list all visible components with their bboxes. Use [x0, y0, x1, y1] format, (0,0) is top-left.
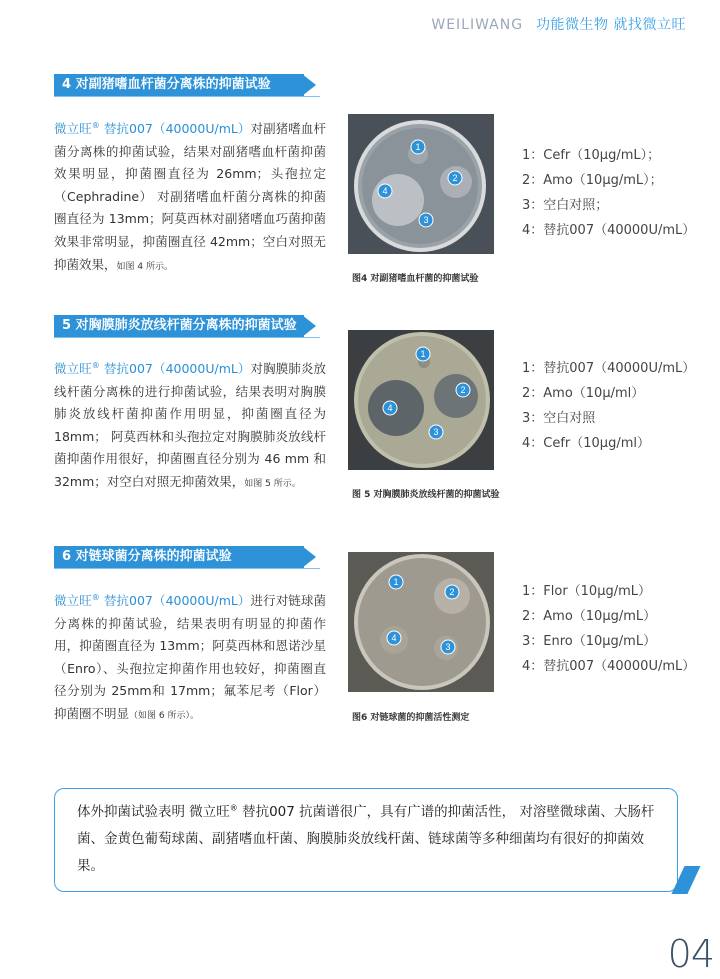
figure-4-plate-photo — [348, 114, 494, 254]
legend-item: 3：空白对照 — [522, 411, 596, 426]
plate-label: 3 — [423, 215, 429, 225]
brand-slogan: 功能微生物 就找微立旺 — [536, 17, 686, 33]
section-4-title — [54, 74, 324, 96]
plate-label: 4 — [382, 186, 388, 196]
product-name: 微立旺 — [54, 361, 92, 376]
legend-item: 1：替抗007（40000U/mL） — [522, 361, 696, 376]
plate-label: 3 — [445, 642, 451, 652]
brand-name: WEILIWANG — [431, 17, 524, 33]
plate-label: 2 — [452, 173, 458, 183]
summary-box — [54, 788, 678, 892]
plate-label: 1 — [393, 577, 399, 587]
legend-item: 1：Cefr（10μg/mL）； — [522, 148, 661, 163]
plate-label: 2 — [460, 385, 466, 395]
section-5-title — [54, 315, 324, 337]
figure-6-legend — [522, 579, 695, 679]
plate-label: 3 — [433, 427, 439, 437]
section-4-body: 微立旺® 替抗007（40000U/mL）对副猪嗜血杆菌分离株的抑菌试验，结果对副猪嗜血杆菌抑菌效果明显，抑菌圈直径为 26mm；头孢拉定（Cephradine） 对副猪嗜血杆菌分离株的抑菌圈直径为 13mm；阿莫西林对副猪嗜血巧菌抑菌效果非常明显，抑菌圈直径 42mm；空白对照无抑菌效果，如图 4 所示。 — [54, 120, 326, 272]
section-5-body: 微立旺® 替抗007（40000U/mL）对胸膜肺炎放线杆菌分离株的进行抑菌试验，结果表明对胸膜肺炎放线杆菌抑菌作用明显，抑菌圈直径为 18mm； 阿莫西林和头孢拉定对胸膜肺炎放线杆菌抑菌作用很好，抑菌圈直径分别为 46 mm 和 32mm；对空白对照无抑菌效果，如图 5 所示。 — [54, 360, 326, 489]
plate-label: 4 — [391, 633, 397, 643]
figure-5-legend — [522, 356, 695, 456]
legend-item: 4：Cefr（10μg/ml） — [522, 436, 650, 451]
legend-item: 1：Flor（10μg/mL） — [522, 584, 652, 599]
legend-item: 2：Amo（10μg/mL）； — [522, 173, 663, 188]
legend-item: 3：空白对照； — [522, 198, 609, 213]
legend-item: 3：Enro（10μg/mL） — [522, 634, 657, 649]
figure-5-plate-photo — [348, 330, 494, 470]
page-number: 04 — [667, 932, 714, 976]
legend-item: 2：Amo（10μg/mL） — [522, 609, 657, 624]
section-4-title-text: 4 对副猪嗜血杆菌分离株的抑菌试验 — [62, 77, 271, 92]
section-5-title-text: 5 对胸膜肺炎放线杆菌分离株的抑菌试验 — [62, 318, 297, 333]
product-name: 微立旺 — [54, 121, 92, 136]
figure-5-caption: 图 5 对胸膜肺炎放线杆菌的抑菌试验 — [352, 490, 500, 500]
figure-4-legend — [522, 143, 695, 243]
product-name: 微立旺 — [54, 593, 92, 608]
figure-4-caption: 图4 对副猪嗜血杆菌的抑菌试验 — [352, 274, 479, 284]
legend-item: 2：Amo（10μ/ml） — [522, 386, 645, 401]
plate-label: 2 — [449, 587, 455, 597]
plate-label: 1 — [415, 142, 421, 152]
page-header — [431, 14, 686, 34]
figure-6-plate-photo — [348, 552, 494, 692]
plate-label: 4 — [387, 403, 393, 413]
plate-label: 1 — [420, 349, 426, 359]
legend-item: 4：替抗007（40000U/mL） — [522, 659, 696, 674]
figure-6-caption: 图6 对链球菌的抑菌活性测定 — [352, 713, 470, 723]
summary-text: 体外抑菌试验表明 微立旺® 替抗007 抗菌谱很广，具有广谱的抑菌活性， 对溶壁微球菌、大肠杆菌、金黄色葡萄球菌、副猪嗜血杆菌、胸膜肺炎放线杆菌、链球菌等多种细菌均有很好的抑菌效果。 — [77, 803, 655, 874]
section-6-title-text: 6 对链球菌分离株的抑菌试验 — [62, 549, 232, 564]
legend-item: 4：替抗007（40000U/mL） — [522, 223, 696, 238]
section-6-body: 微立旺® 替抗007（40000U/mL）进行对链球菌分离株的抑菌试验，结果表明有明显的抑菌作用，抑菌圈直径为 13mm；阿莫西林和恩诺沙星（Enro）、头孢拉定抑菌作用也较好，抑菌圈直径分别为 25mm和 17mm；氟苯尼考（Flor）抑菌圈不明显（如图 6 所示）。 — [54, 592, 326, 721]
section-6-title — [54, 546, 324, 568]
